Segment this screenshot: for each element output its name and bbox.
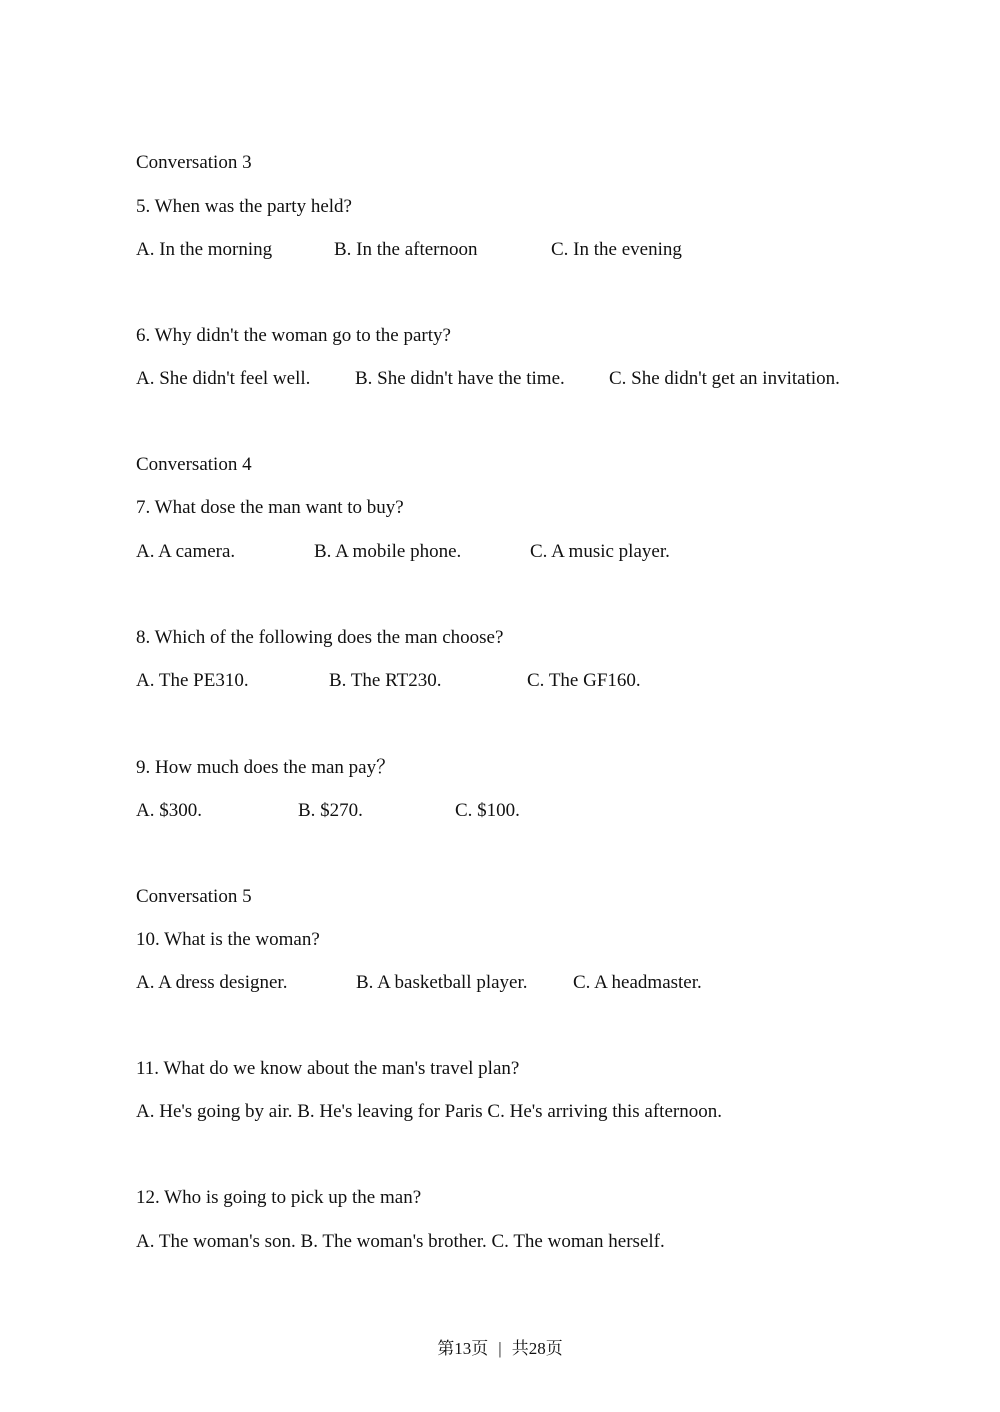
question-5: 5. When was the party held? [136, 196, 352, 217]
q7-option-c: C. A music player. [530, 541, 670, 562]
q6-option-a: A. She didn't feel well. [136, 368, 311, 389]
question-12: 12. Who is going to pick up the man? [136, 1187, 422, 1208]
q7-option-b: B. A mobile phone. [314, 541, 462, 562]
q12-options: A. The woman's son. B. The woman's brother. C. The woman herself. [136, 1231, 665, 1252]
question-8: 8. Which of the following does the man choose? [136, 627, 504, 648]
footer-separator: | [498, 1339, 502, 1358]
question-9: 9. How much does the man pay？ [136, 757, 396, 778]
q5-option-a: A. In the morning [136, 239, 273, 260]
q8-option-a: A. The PE310. [136, 670, 249, 691]
q5-option-b: B. In the afternoon [334, 239, 478, 260]
question-11: 11. What do we know about the man's travel plan? [136, 1058, 520, 1079]
section-heading-conversation-4: Conversation 4 [136, 454, 252, 475]
page-number: 第13页 [437, 1339, 489, 1358]
q5-option-c: C. In the evening [551, 239, 682, 260]
q8-option-b: B. The RT230. [329, 670, 442, 691]
question-10: 10. What is the woman? [136, 929, 320, 950]
q8-option-c: C. The GF160. [527, 670, 641, 691]
page-total: 共28页 [511, 1339, 563, 1358]
question-7: 7. What dose the man want to buy? [136, 497, 404, 518]
section-heading-conversation-3: Conversation 3 [136, 152, 252, 173]
q10-option-c: C. A headmaster. [573, 972, 702, 993]
q9-option-a: A. $300. [136, 800, 202, 821]
q9-option-b: B. $270. [298, 800, 363, 821]
q9-option-c: C. $100. [455, 800, 520, 821]
question-6: 6. Why didn't the woman go to the party? [136, 325, 451, 346]
q11-options: A. He's going by air. B. He's leaving for Paris C. He's arriving this afternoon. [136, 1101, 722, 1122]
q6-option-b: B. She didn't have the time. [355, 368, 565, 389]
section-heading-conversation-5: Conversation 5 [136, 886, 252, 907]
q10-option-a: A. A dress designer. [136, 972, 288, 993]
q7-option-a: A. A camera. [136, 541, 236, 562]
q6-option-c: C. She didn't get an invitation. [609, 368, 840, 389]
page-footer [0, 1338, 1000, 1360]
q10-option-b: B. A basketball player. [356, 972, 528, 993]
